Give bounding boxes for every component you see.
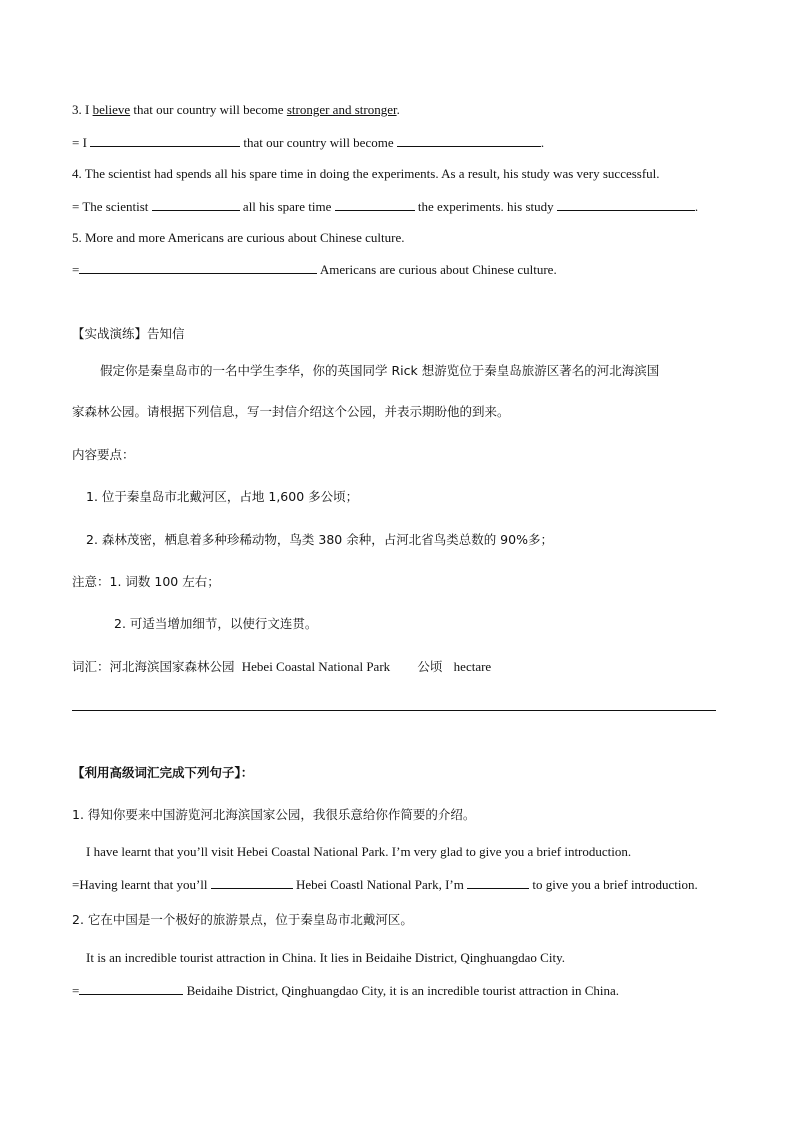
q3-ans-b: that our country will become: [243, 135, 394, 150]
content-point-2: 2. 森林茂密，栖息着多种珍稀动物，鸟类 380 余种，占河北省鸟类总数的 90%多；: [86, 532, 553, 547]
q5-blank-1[interactable]: [79, 260, 317, 274]
notes-line-1: 注意：1. 词数 100 左右；: [72, 574, 220, 589]
practice-heading: 【实战演练】告知信: [72, 326, 185, 341]
q3-sentence: [72, 101, 400, 119]
vocab-label: 词汇：河北海滨国家森林公园: [72, 659, 235, 674]
s2-ans-b: Beidaihe District, Qinghuangdao City, it is an incredible tourist attraction in China.: [186, 983, 619, 998]
s1-ans-a: =Having learnt that you’ll: [72, 877, 208, 892]
advanced-s2-english: It is an incredible tourist attraction in China. It lies in Beidaihe District, Qinghuangdao City.: [86, 950, 565, 965]
practice-paragraph-line-1: 假定你是秦皇岛市的一名中学生李华，你的英国同学 Rick 想游览位于秦皇岛旅游区著名的河北海滨国: [100, 363, 660, 378]
s2-ans-a: =: [72, 983, 80, 998]
q4-ans-b: all his spare time: [242, 199, 332, 214]
notes-line-2: 2. 可适当增加细节，以使行文连贯。: [114, 616, 318, 631]
vocab-en-1: Hebei Coastal National Park: [241, 659, 391, 674]
q4-blank-2[interactable]: [335, 197, 415, 211]
content-points-label: 内容要点：: [72, 447, 135, 462]
s2-blank-1[interactable]: [79, 981, 183, 995]
vocab-cn-2: 公顷: [417, 659, 443, 674]
s1-ans-c: to give you a brief introduction.: [532, 877, 698, 892]
q3-mid: that our country will become: [133, 102, 284, 117]
q3-blank-1[interactable]: [90, 133, 240, 147]
advanced-s1-chinese: 1. 得知你要来中国游览河北海滨国家公园，我很乐意给你作简要的介绍。: [72, 807, 476, 822]
q3-blank-2[interactable]: [397, 133, 541, 147]
advanced-s1-answer: [72, 875, 698, 894]
advanced-s1-english: I have learnt that you’ll visit Hebei Coastal National Park. I’m very glad to give you a brief introduction.: [86, 844, 632, 859]
s1-ans-b: Hebei Coastl National Park, I’m: [296, 877, 464, 892]
q4-answer-line: [72, 197, 698, 216]
practice-paragraph-line-2: 家森林公园。请根据下列信息，写一封信介绍这个公园，并表示期盼他的到来。: [72, 404, 510, 419]
s1-blank-1[interactable]: [211, 875, 293, 889]
vocabulary-line: [72, 658, 491, 676]
advanced-heading: 【利用高级词汇完成下列句子】：: [72, 765, 254, 780]
q3-number: 3.: [72, 102, 82, 117]
q3-ans-a: = I: [72, 135, 87, 150]
q5-answer-line: [72, 260, 557, 279]
q4-blank-3[interactable]: [557, 197, 695, 211]
advanced-s2-answer: [72, 981, 619, 1000]
q5-sentence: 5. More and more Americans are curious about Chinese culture.: [72, 230, 405, 245]
q3-underlined-word: believe: [92, 102, 131, 117]
q4-sentence: 4. The scientist had spends all his spare time in doing the experiments. As a result, his study was very successful.: [72, 166, 660, 181]
q3-answer-line: [72, 133, 544, 152]
q3-underlined-phrase: stronger and stronger: [286, 102, 397, 117]
q4-ans-c: the experiments. his study: [417, 199, 554, 214]
q4-ans-a: = The scientist: [72, 199, 149, 214]
q5-ans-a: =: [72, 262, 80, 277]
q4-ans-d: .: [694, 199, 699, 214]
vocab-en-2: hectare: [453, 659, 492, 674]
q4-blank-1[interactable]: [152, 197, 240, 211]
q3-ans-c: .: [540, 135, 545, 150]
writing-answer-line[interactable]: [72, 710, 716, 711]
q5-ans-b: Americans are curious about Chinese culture.: [319, 262, 557, 277]
s1-blank-2[interactable]: [467, 875, 529, 889]
q3-end: .: [396, 102, 400, 117]
content-point-1: 1. 位于秦皇岛市北戴河区，占地 1,600 多公顷；: [86, 489, 359, 504]
advanced-s2-chinese: 2. 它在中国是一个极好的旅游景点，位于秦皇岛市北戴河区。: [72, 912, 413, 927]
q3-pre: I: [85, 102, 90, 117]
